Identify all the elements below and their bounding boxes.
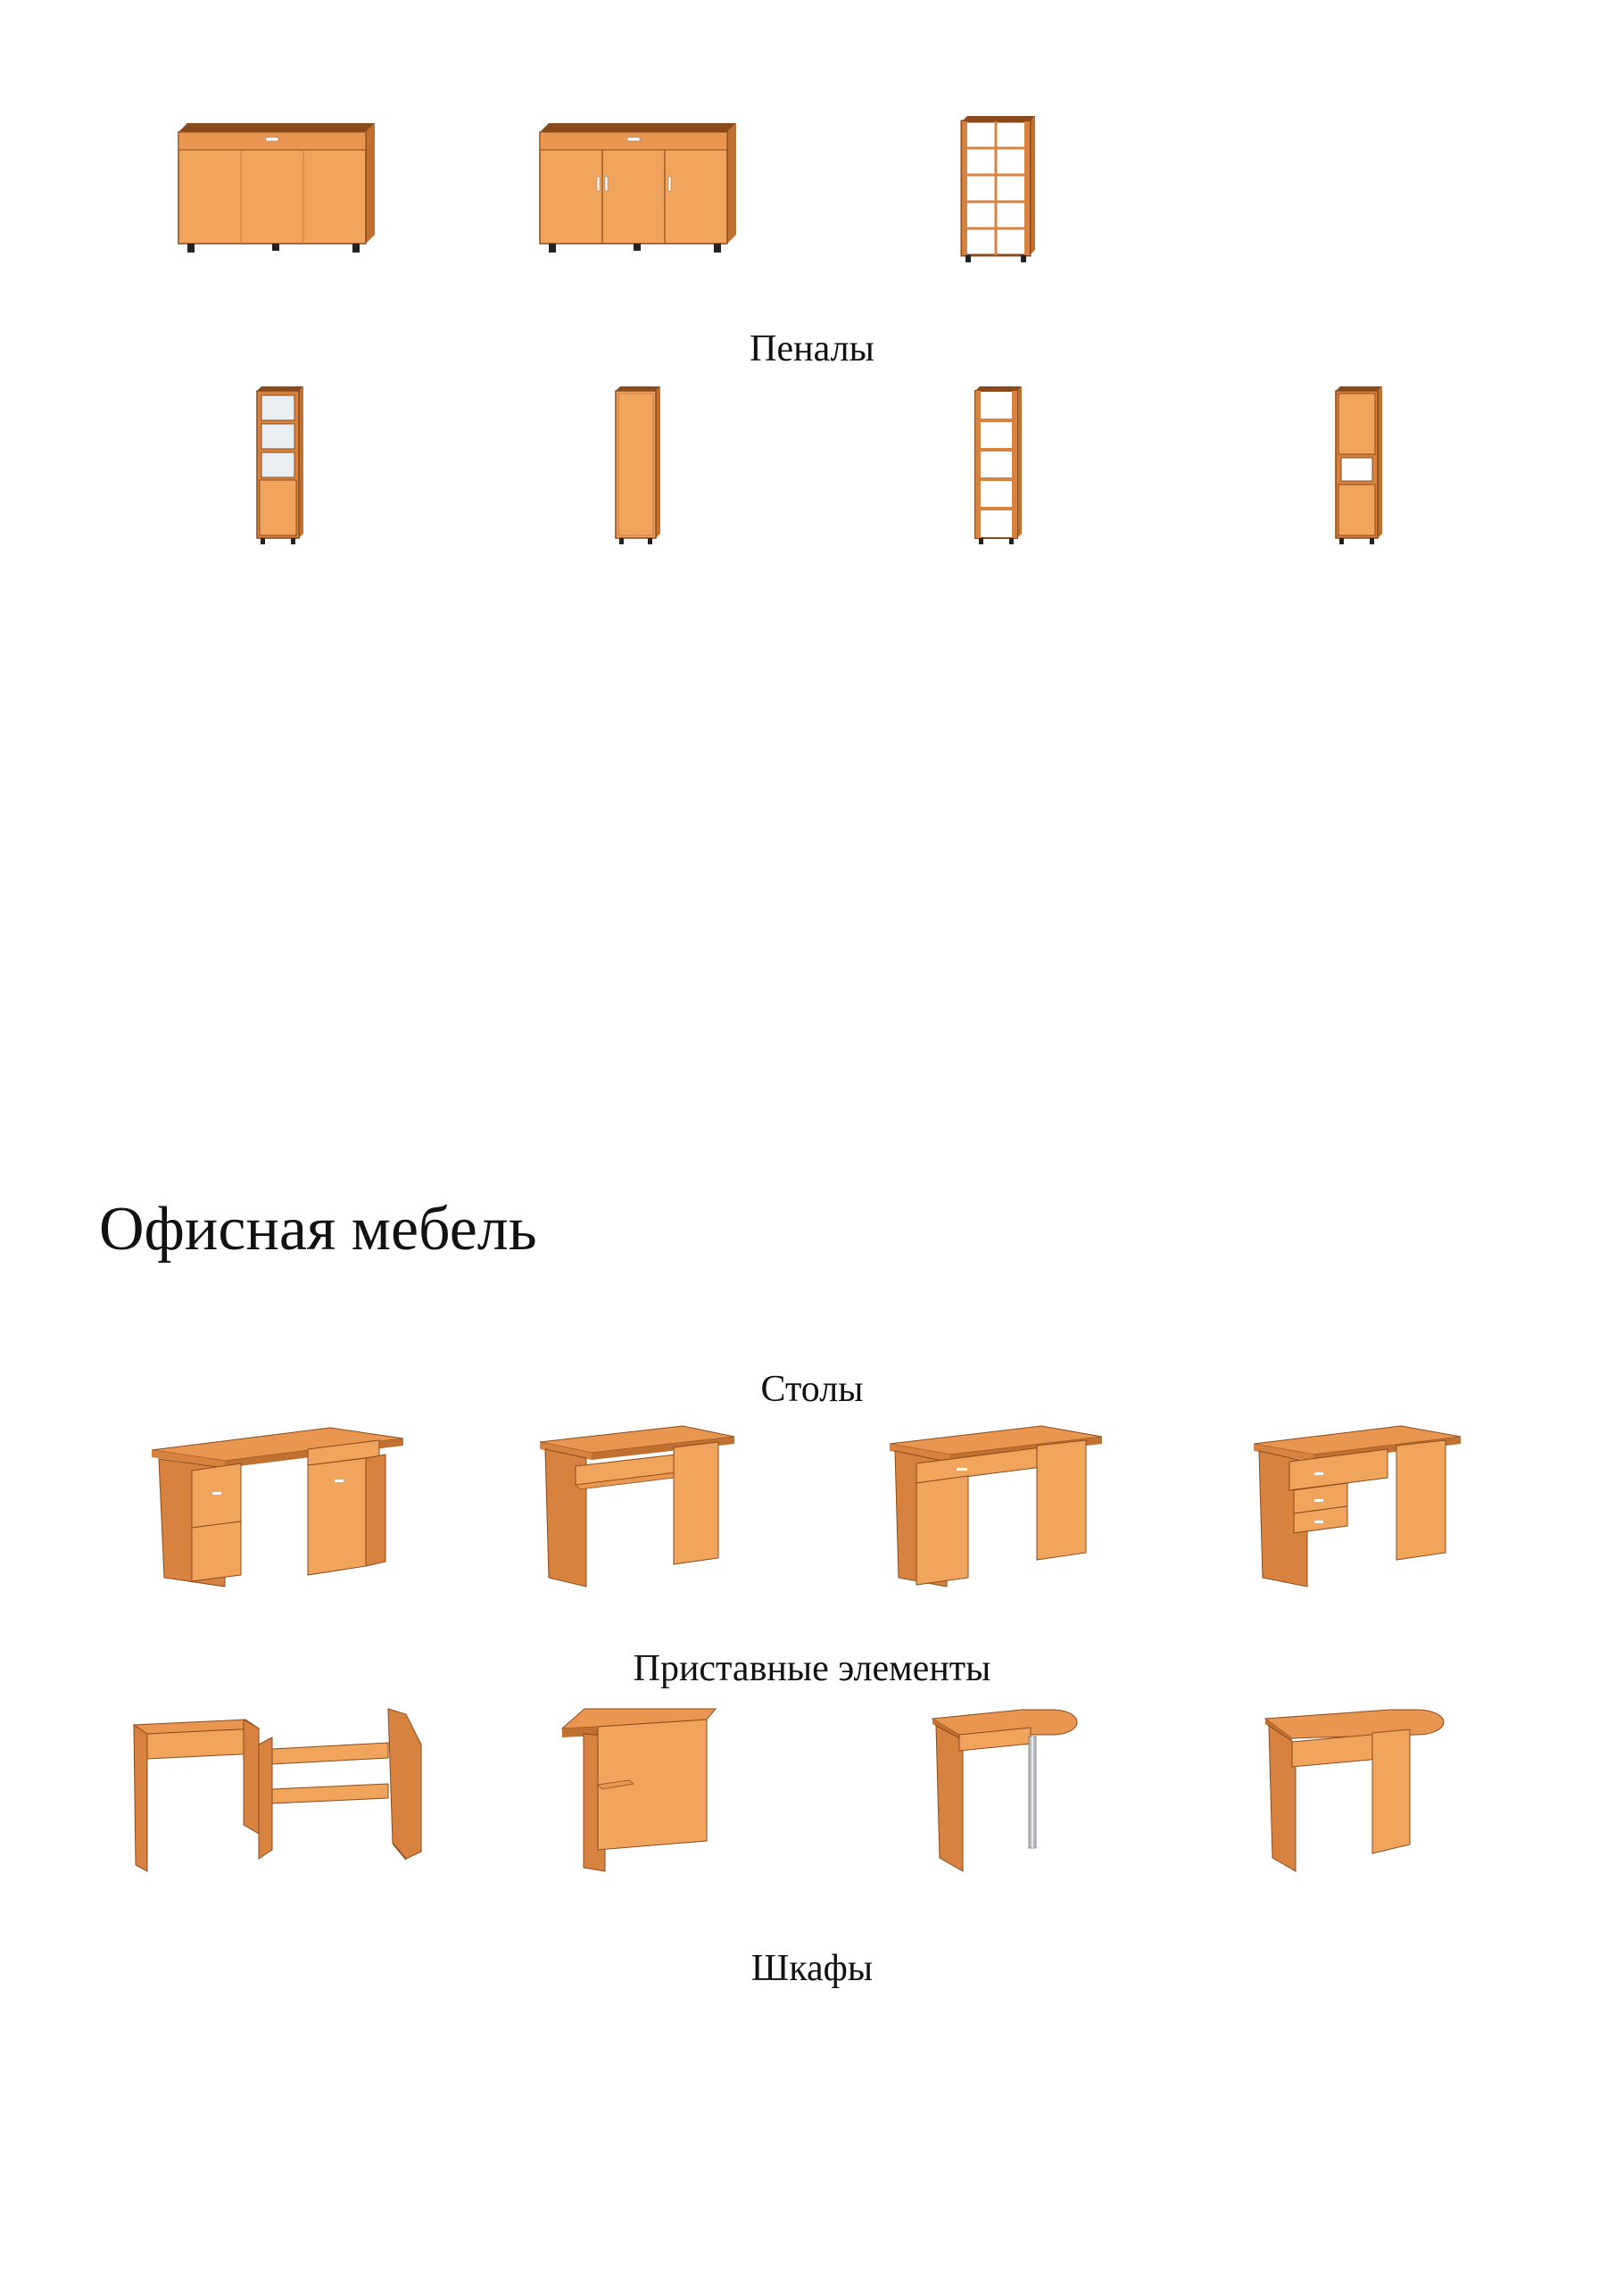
office-furniture-heading: Офисная мебель xyxy=(99,1195,537,1264)
section-caption-pristavnye: Приставные элементы xyxy=(633,1648,991,1689)
pencil-case-solid-door-drawing xyxy=(616,386,660,545)
desk-drawers-drawing xyxy=(1254,1426,1461,1588)
sideboard-three-doors-drawing xyxy=(540,123,736,257)
pencil-case-niche-drawing xyxy=(1336,386,1382,545)
section-caption-shkafy: Шкафы xyxy=(750,1948,874,1989)
extension-shelf-unit-drawing xyxy=(134,1709,421,1874)
section-caption-penaly: Пеналы xyxy=(750,328,874,369)
extension-corner-drawing xyxy=(562,1709,716,1874)
extension-oval-table-drawing xyxy=(1265,1706,1444,1874)
bookcase-open-shelves-drawing xyxy=(962,116,1035,263)
section-caption-stoly: Столы xyxy=(760,1369,864,1410)
desk-two-pedestals-drawing xyxy=(152,1428,403,1588)
pencil-case-glass-doors-drawing xyxy=(257,386,303,545)
extension-round-table-drawing xyxy=(932,1706,1077,1874)
pencil-case-open-shelves-drawing xyxy=(975,386,1022,545)
sideboard-solid-doors-drawing xyxy=(178,123,375,257)
desk-keyboard-shelf-drawing xyxy=(540,1426,734,1588)
desk-one-pedestal-drawing xyxy=(890,1426,1102,1588)
